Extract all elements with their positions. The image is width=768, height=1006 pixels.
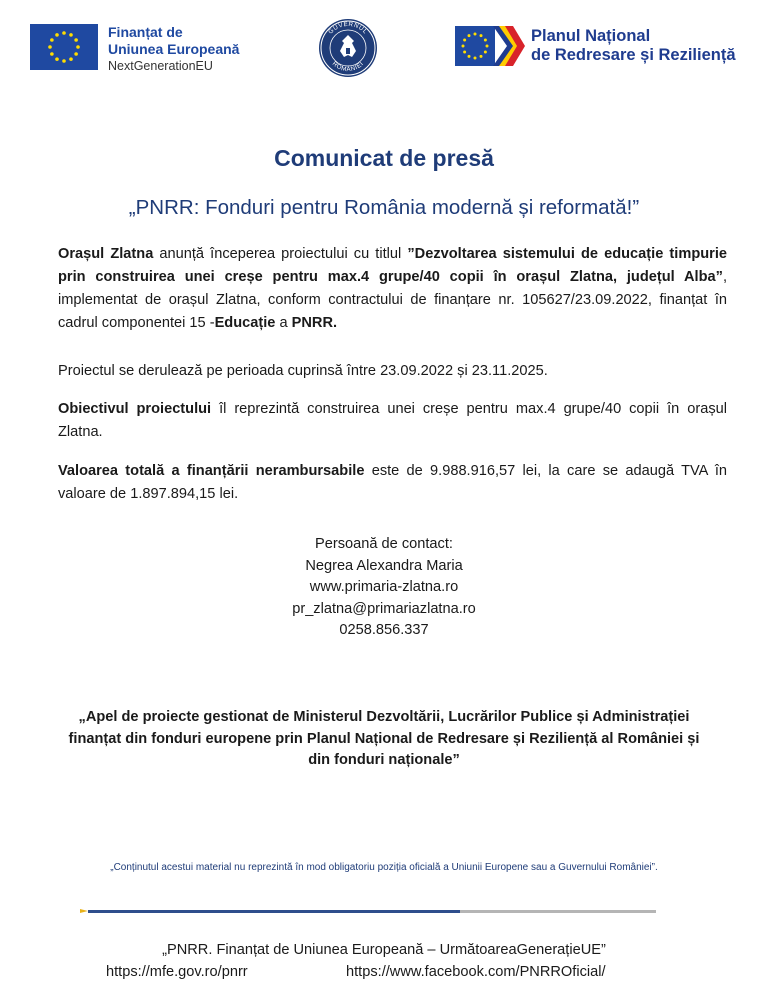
footer-divider	[80, 910, 656, 913]
value-label: Valoarea totală a finanțării nerambursabile	[58, 463, 365, 479]
eu-star-icon	[55, 33, 59, 37]
footer-link-facebook[interactable]: https://www.facebook.com/PNRROficial/	[346, 964, 606, 980]
objective-label: Obiectivul proiectului	[58, 401, 212, 417]
announcement-text-1: anunță începerea proiectului cu titlul	[153, 246, 408, 262]
eu-star-icon	[484, 51, 487, 54]
eu-star-icon	[474, 33, 477, 36]
eu-star-icon	[484, 39, 487, 42]
eu-star-icon	[48, 45, 52, 49]
eu-star-icon	[474, 57, 477, 60]
eu-star-icon	[55, 57, 59, 61]
eu-star-icon	[480, 34, 483, 37]
announcement-entity: Orașul Zlatna	[58, 246, 154, 262]
footer-slogan: „PNRR. Finanțat de Uniunea Europeană – UrmătoareaGenerațieUE”	[162, 942, 606, 958]
eu-star-icon	[69, 57, 73, 61]
eu-logo-line1: Finanțat de	[108, 24, 183, 40]
romanian-government-seal-icon	[318, 18, 378, 78]
eu-star-icon	[486, 45, 489, 48]
program-name: PNRR.	[291, 315, 338, 331]
contact-phone: 0258.856.337	[339, 622, 429, 638]
page-header	[0, 18, 768, 80]
eu-star-icon	[480, 55, 483, 58]
eu-flag-icon	[30, 24, 98, 70]
funding-statement: „Apel de proiecte gestionat de Ministerul Dezvoltării, Lucrărilor Publice și Administrației finanțat din fonduri europene prin Planul Național de Redresare și Reziliență al României și din fonduri naționale”	[68, 709, 700, 768]
page-subtitle: „PNRR: Fonduri pentru România modernă și reformată!”	[128, 196, 640, 219]
announcement-text-2: , implementat de orașul Zlatna, conform contractului de finanțare nr. 105627/23.09.2022, finanțat în cadrul componentei 15 -	[58, 269, 727, 331]
objective-text: îl reprezintă construirea unei creșe pentru max.4 grupe/40 copii în orașul Zlatna.	[58, 401, 727, 440]
pnrr-logo-line2: de Redresare și Reziliență	[531, 46, 736, 64]
eu-star-icon	[62, 31, 66, 35]
announcement-text-3: a	[275, 315, 292, 331]
paragraph-announcement	[58, 243, 727, 335]
eu-star-icon	[463, 39, 466, 42]
paragraph-period: Proiectul se derulează pe perioada cuprinsă între 23.09.2022 și 23.11.2025.	[58, 363, 548, 379]
page-title: Comunicat de presă	[274, 145, 494, 171]
value-text: este de 9.988.916,57 lei, la care se adaugă TVA în valoare de 1.897.894,15 lei.	[58, 463, 727, 502]
eu-star-icon	[468, 55, 471, 58]
contact-block	[0, 534, 768, 642]
eu-logo-line2: Uniunea Europeană	[108, 41, 240, 57]
paragraph-objective	[58, 398, 727, 444]
eu-star-icon	[76, 45, 80, 49]
pnrr-flag-icon	[455, 26, 525, 66]
project-title: ”Dezvoltarea sistemului de educație timpurie prin construirea unei creșe pentru max.4 grupe/40 copii în orașul Zlatna, județul Alba”	[58, 246, 727, 285]
eu-star-icon	[74, 52, 78, 56]
contact-name: Negrea Alexandra Maria	[305, 557, 463, 574]
contact-website[interactable]: www.primaria-zlatna.ro	[309, 579, 459, 595]
eu-star-icon	[462, 45, 465, 48]
footer-link-mfe[interactable]: https://mfe.gov.ro/pnrr	[106, 964, 248, 980]
component-name: Educație	[214, 315, 276, 331]
eu-star-icon	[463, 51, 466, 54]
eu-funding-logo	[30, 24, 239, 75]
paragraph-value	[58, 460, 727, 506]
eu-star-icon	[69, 33, 73, 37]
eu-star-icon	[50, 38, 54, 42]
disclaimer: „Conținutul acestui material nu reprezintă în mod obligatoriu poziția oficială a Uniunii Europene sau a Guvernului României”.	[110, 862, 658, 873]
seal-bottom-text: ROMÂNIEI	[330, 60, 366, 74]
eu-logo-line3: NextGenerationEU	[108, 59, 213, 73]
contact-label: Persoană de contact:	[315, 536, 453, 552]
eu-star-icon	[74, 38, 78, 42]
eu-star-icon	[468, 34, 471, 37]
contact-email[interactable]: pr_zlatna@primariazlatna.ro	[292, 600, 476, 617]
pnrr-logo	[455, 26, 736, 66]
eu-star-icon	[62, 59, 66, 63]
pnrr-logo-line1: Planul Național	[531, 27, 651, 45]
eu-star-icon	[50, 52, 54, 56]
seal-top-text: GUVERNUL	[327, 20, 369, 36]
